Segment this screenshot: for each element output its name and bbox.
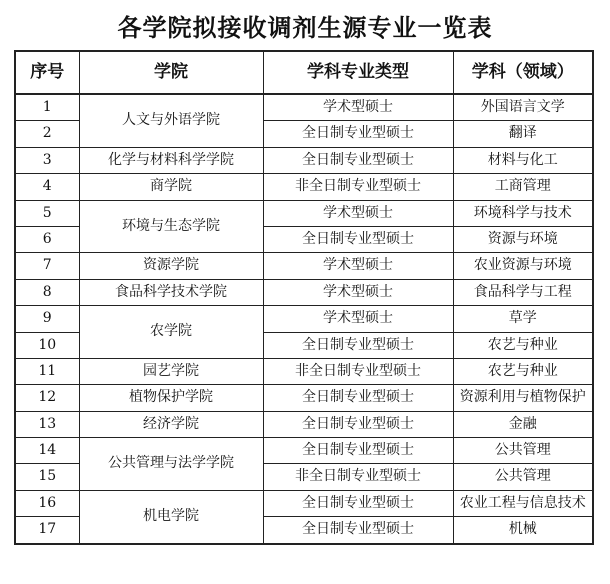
cell-college: 环境与生态学院 [79,200,263,253]
cell-field: 金融 [453,411,593,437]
cell-serial: 9 [15,306,79,332]
header-serial: 序号 [15,51,79,94]
cell-serial: 11 [15,358,79,384]
cell-serial: 7 [15,253,79,279]
table-row [15,200,593,226]
table-row [15,490,593,516]
table-header-row [15,51,593,94]
table-row [15,174,593,200]
cell-college: 食品科学技术学院 [79,279,263,305]
cell-major-type: 全日制专业型硕士 [263,147,453,173]
cell-major-type: 全日制专业型硕士 [263,226,453,252]
cell-serial: 10 [15,332,79,358]
cell-major-type: 学术型硕士 [263,253,453,279]
cell-serial: 13 [15,411,79,437]
cell-field: 草学 [453,306,593,332]
cell-college: 园艺学院 [79,358,263,384]
table-row [15,358,593,384]
cell-field: 环境科学与技术 [453,200,593,226]
cell-field: 外国语言文学 [453,94,593,121]
cell-major-type: 全日制专业型硕士 [263,411,453,437]
cell-field: 资源与环境 [453,226,593,252]
cell-college: 经济学院 [79,411,263,437]
cell-major-type: 全日制专业型硕士 [263,517,453,544]
cell-serial: 14 [15,438,79,464]
table-row [15,306,593,332]
table-row [15,253,593,279]
cell-field: 机械 [453,517,593,544]
document-title: 各学院拟接收调剂生源专业一览表 [117,13,493,42]
table-body [15,94,593,544]
cell-field: 农业工程与信息技术 [453,490,593,516]
cell-college: 化学与材料科学学院 [79,147,263,173]
cell-major-type: 学术型硕士 [263,94,453,121]
cell-major-type: 全日制专业型硕士 [263,438,453,464]
cell-college: 植物保护学院 [79,385,263,411]
cell-field: 食品科学与工程 [453,279,593,305]
cell-college: 机电学院 [79,490,263,543]
cell-major-type: 全日制专业型硕士 [263,332,453,358]
cell-serial: 3 [15,147,79,173]
cell-field: 工商管理 [453,174,593,200]
table-row [15,94,593,121]
cell-serial: 12 [15,385,79,411]
cell-major-type: 全日制专业型硕士 [263,121,453,147]
cell-major-type: 非全日制专业型硕士 [263,358,453,384]
cell-college: 人文与外语学院 [79,94,263,147]
table-row [15,147,593,173]
cell-serial: 17 [15,517,79,544]
cell-major-type: 学术型硕士 [263,279,453,305]
table-row [15,411,593,437]
cell-college: 商学院 [79,174,263,200]
table-row [15,385,593,411]
cell-major-type: 学术型硕士 [263,200,453,226]
cell-major-type: 全日制专业型硕士 [263,490,453,516]
cell-field: 资源利用与植物保护 [453,385,593,411]
cell-serial: 16 [15,490,79,516]
cell-college: 农学院 [79,306,263,359]
header-major-type: 学科专业类型 [263,51,453,94]
table-row [15,438,593,464]
cell-field: 农业资源与环境 [453,253,593,279]
cell-major-type: 非全日制专业型硕士 [263,174,453,200]
cell-serial: 8 [15,279,79,305]
cell-field: 公共管理 [453,438,593,464]
majors-table [14,50,594,545]
header-college: 学院 [79,51,263,94]
cell-major-type: 非全日制专业型硕士 [263,464,453,490]
cell-serial: 4 [15,174,79,200]
header-field: 学科（领域） [453,51,593,94]
cell-field: 翻译 [453,121,593,147]
cell-college: 资源学院 [79,253,263,279]
cell-field: 农艺与种业 [453,332,593,358]
cell-major-type: 全日制专业型硕士 [263,385,453,411]
cell-serial: 2 [15,121,79,147]
cell-major-type: 学术型硕士 [263,306,453,332]
cell-field: 公共管理 [453,464,593,490]
cell-serial: 15 [15,464,79,490]
cell-serial: 1 [15,94,79,121]
cell-field: 材料与化工 [453,147,593,173]
cell-serial: 5 [15,200,79,226]
cell-serial: 6 [15,226,79,252]
cell-field: 农艺与种业 [453,358,593,384]
cell-college: 公共管理与法学学院 [79,438,263,491]
table-row [15,279,593,305]
